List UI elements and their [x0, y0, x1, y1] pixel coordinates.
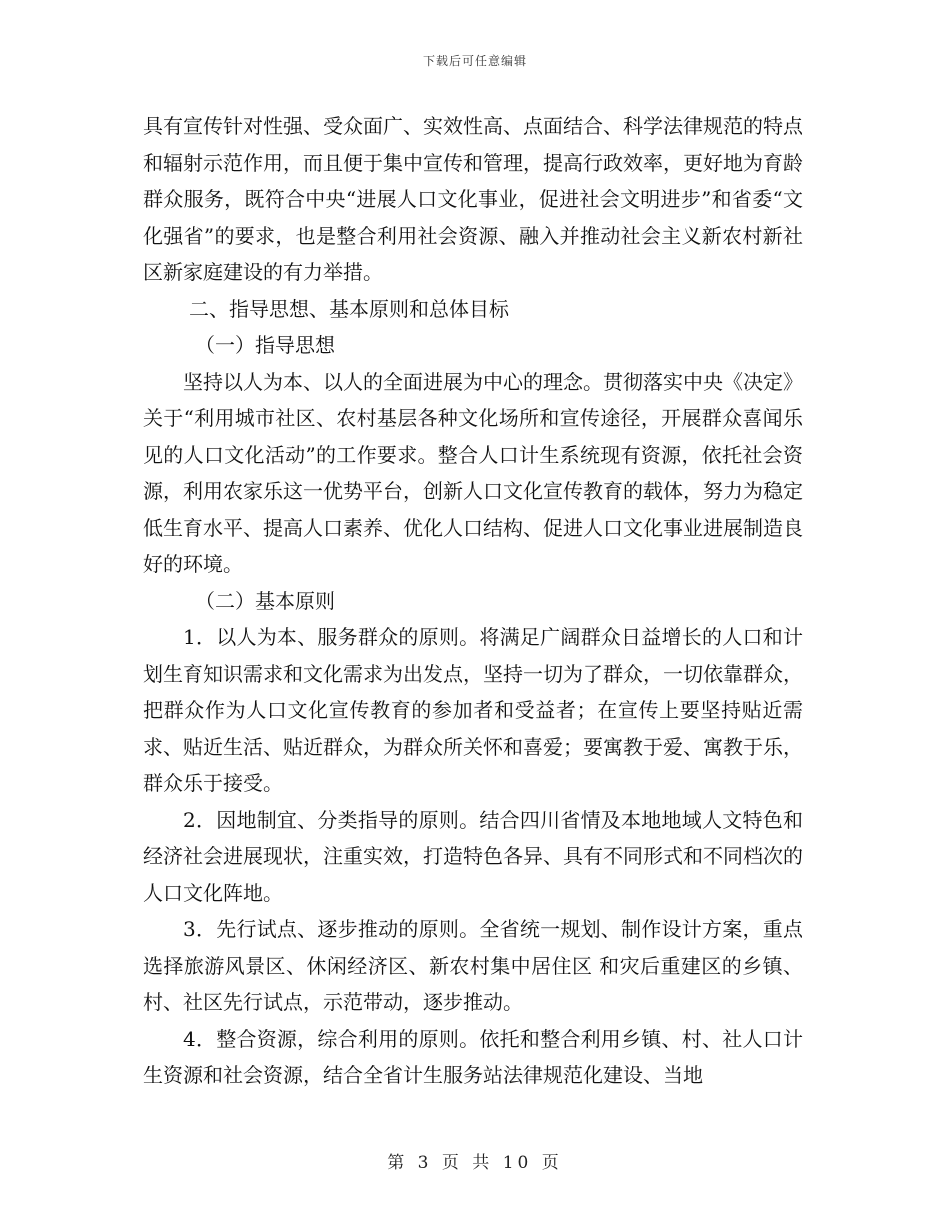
- subsection-heading-basic-principles: （二）基本原则: [195, 588, 335, 613]
- page-number-footer: 第 3 页 共 10 页: [387, 1153, 563, 1173]
- document-body: [143, 108, 803, 1094]
- paragraph-continuation: 具有宣传针对性强、受众面广、实效性高、点面结合、科学法律规范的特点和辐射示范作用，而且便于集中宣传和管理，提高行政效率，更好地为育龄群众服务，既符合中央“进展人口文化事业，促进社会文明进步”和省委“文化强省”的要求，也是整合利用社会资源、融入并推动社会主义新农村新社区新家庭建设的有力举措。: [143, 114, 803, 284]
- paragraph-guiding-ideology: 坚持以人为本、以人的全面进展为中心的理念。贯彻落实中央《决定》关于“利用城市社区、农村基层各种文化场所和宣传途径，开展群众喜闻乐见的人口文化活动”的工作要求。整合人口计生系统现有资源，依托社会资源，利用农家乐这一优势平台，创新人口文化宣传教育的载体，努力为稳定低生育水平、提高人口素养、优化人口结构、促进人口文化事业进展制造良好的环境。: [143, 369, 803, 576]
- paragraph-principle-4: 4．整合资源，综合利用的原则。依托和整合利用乡镇、村、社人口计生资源和社会资源，结合全省计生服务站法律规范化建设、当地: [143, 1026, 803, 1087]
- paragraph-principle-2: 2．因地制宜、分类指导的原则。结合四川省情及本地地域人文特色和经济社会进展现状，注重实效，打造特色各异、具有不同形式和不同档次的人口文化阵地。: [143, 807, 803, 905]
- subsection-heading-guiding-ideology: （一）指导思想: [195, 333, 335, 357]
- page-header: 下载后可任意编辑: [422, 54, 527, 68]
- paragraph-principle-3: 3．先行试点、逐步推动的原则。全省统一规划、制作设计方案，重点选择旅游风景区、休闲经济区、新农村集中居住区 和灾后重建区的乡镇、村、社区先行试点，示范带动，逐步推动。: [143, 917, 803, 1014]
- section-heading: 二、指导思想、基本原则和总体目标: [189, 296, 509, 321]
- paragraph-principle-1: 1．以人为本、服务群众的原则。将满足广阔群众日益增长的人口和计划生育知识需求和文化需求为出发点，坚持一切为了群众，一切依靠群众，把群众作为人口文化宣传教育的参加者和受益者；在宣传上要坚持贴近需求、贴近生活、贴近群众，为群众所关怀和喜爱；要寓教于爱、寓教于乐，群众乐于接受。: [143, 625, 803, 795]
